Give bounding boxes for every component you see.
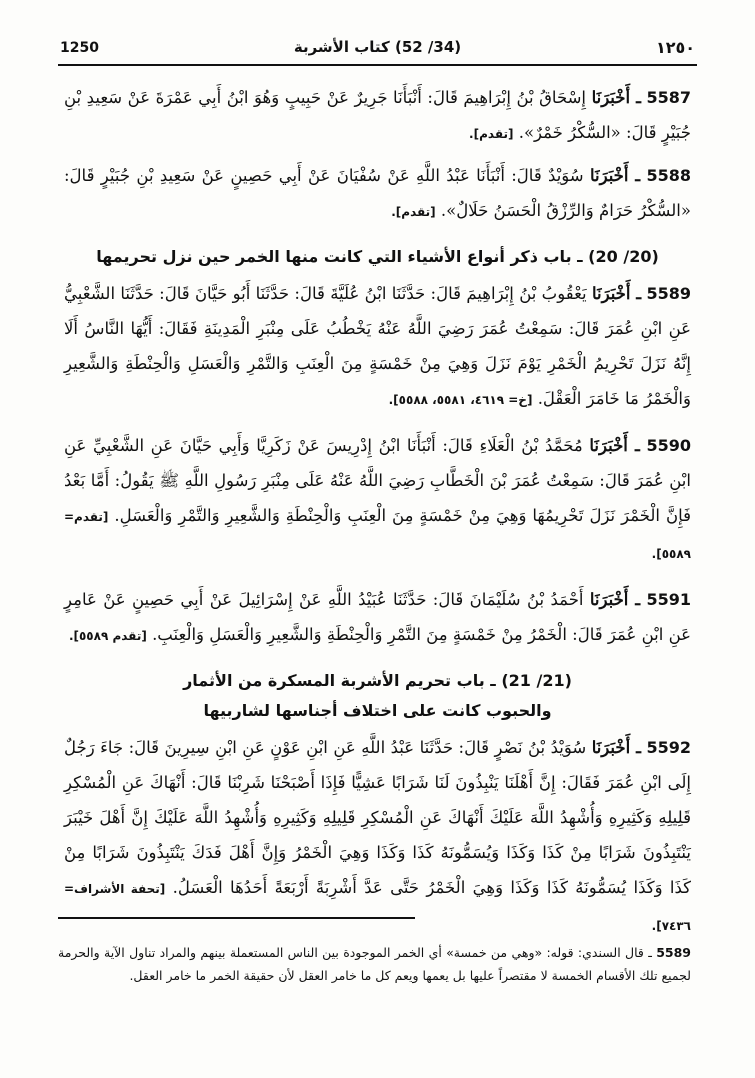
chapter-title: (34/ 52) كتاب الأشربة (293, 38, 462, 56)
hadith-reference: [خ= ٤٦١٩، ٥٥٨١، ٥٥٨٨]. (388, 393, 533, 407)
hadith-lead: ـ أَخْبَرَنَا (589, 436, 640, 455)
chapter-heading-21: (21/ 21) ـ باب تحريم الأشربة المسكرة من الأثمار والحبوب كانت على اختلاف أجناسها لشاربيها (183, 671, 572, 720)
hadith-reference: [تقدم= ٥٥٨٩]. (64, 510, 691, 561)
page-body (64, 78, 691, 944)
hadith-5590 (64, 428, 691, 572)
footnote-number: 5589 (656, 944, 691, 960)
hadith-number: 5588 (646, 166, 691, 185)
hadith-lead: ـ أَخْبَرَنَا (591, 284, 642, 303)
page-number-arabic: ١٢٥٠ (655, 38, 695, 57)
hadith-number: 5589 (646, 284, 692, 303)
hadith-text: سُوَيْدُ بْنُ نَصْرٍ قَالَ: حَدَّثَنَا عَبْدُ اللَّهِ عَنِ ابْنِ عَوْنٍ عَنِ ابْنِ سِيرِينَ قَالَ: جَاءَ رَجُلٌ إِلَى ابْنِ عُمَرَ فَقَالَ: إِنَّ أَهْلَنَا يَنْبِذُونَ لَنَا شَرَابًا عَشِيًّا فَإِذَا أَصْبَحْنَا شَرِبْنَا قَالَ: أَنْهَاكَ عَنِ الْمُسْكِرِ قَلِيلِهِ وَكَثِيرِهِ وَأُشْهِدُ اللَّهَ عَلَيْكَ أَنْهَاكَ عَنِ الْمُسْكِرِ قَلِيلِهِ وَكَثِيرِهِ وَأُشْهِدُ اللَّهَ عَلَيْكَ إِنَّ أَهْلَ خَيْبَرَ يَنْتَبِذُونَ شَرَابًا مِنْ كَذَا وَكَذَا وَيُسَمُّونَهُ كَذَا وَكَذَا وَهِيَ الْخَمْرُ وَإِنَّ أَهْلَ فَدَكَ يَنْتَبِذُونَ شَرَابًا مِنْ كَذَا وَكَذَا يُسَمُّونَهُ كَذَا وَكَذَا وَهِيَ الْخَمْرُ حَتَّى عَدَّ أَشْرِبَةً أَرْبَعَةً أَحَدُهَا الْعَسَلُ. (64, 738, 692, 897)
footnote-divider (58, 917, 415, 919)
hadith-number: 5590 (646, 436, 691, 455)
hadith-text: إِسْحَاقُ بْنُ إِبْرَاهِيمَ قَالَ: أَنْبَأَنَا جَرِيرٌ عَنْ حَبِيبٍ وَهُوَ ابْنُ أَبِي عَمْرَةَ عَنْ سَعِيدِ بْنِ جُبَيْرٍ قَالَ: «السُّكْرُ خَمْرٌ». (64, 88, 691, 142)
hadith-lead: ـ أَخْبَرَنَا (589, 590, 641, 609)
chapter-heading-20: (20/ 20) ـ باب ذكر أنواع الأشياء التي كانت منها الخمر حين نزل تحريمها (96, 247, 659, 266)
hadith-number: 5587 (646, 88, 692, 107)
hadith-reference: [تقدم]. (391, 205, 436, 219)
hadith-number: 5592 (646, 738, 692, 757)
hadith-5591 (64, 582, 691, 654)
footnote (58, 941, 691, 987)
footnote-text: ـ قال السندي: قوله: «وهي من خمسة» أي الخمر الموجودة بين الناس المستعملة بينهم والمراد تناول الآية والحرمة لجميع تلك الأقسام الخمسة لا مقتصراً عليها بل يعمها ويعم كل ما خامر العقل لأن حقيقة الخمر ما خامر العقل. (58, 944, 691, 983)
hadith-5587 (64, 80, 691, 152)
hadith-lead: ـ أَخْبَرَنَا (589, 166, 641, 185)
hadith-reference: [تحفة الأشراف= ٧٤٣٦]. (64, 882, 691, 933)
hadith-lead: ـ أَخْبَرَنَا (591, 738, 641, 757)
hadith-5592 (64, 730, 691, 944)
hadith-number: 5591 (646, 590, 692, 609)
hadith-text: يَعْقُوبُ بْنُ إِبْرَاهِيمَ قَالَ: حَدَّثَنَا ابْنُ عُلَيَّةَ قَالَ: حَدَّثَنَا أَبُو حَيَّانَ قَالَ: حَدَّثَنَا الشَّعْبِيُّ عَنِ ابْنِ عُمَرَ قَالَ: سَمِعْتُ عُمَرَ رَضِيَ اللَّهُ عَنْهُ يَخْطُبُ عَلَى مِنْبَرِ الْمَدِينَةِ فَقَالَ: أَيُّهَا النَّاسُ أَلَا إِنَّهُ نَزَلَ تَحْرِيمُ الْخَمْرِ يَوْمَ نَزَلَ وَهِيَ مِنْ خَمْسَةٍ مِنَ الْعِنَبِ وَالتَّمْرِ وَالْعَسَلِ وَالْحِنْطَةِ وَالشَّعِيرِ وَالْخَمْرُ مَا خَامَرَ الْعَقْلَ. (64, 284, 691, 408)
hadith-text: أَحْمَدُ بْنُ سُلَيْمَانَ قَالَ: حَدَّثَنَا عُبَيْدُ اللَّهِ عَنْ إِسْرَائِيلَ عَنْ أَبِي حَصِينٍ عَنْ عَامِرٍ عَنِ ابْنِ عُمَرَ قَالَ: الْخَمْرُ مِنْ خَمْسَةٍ مِنَ التَّمْرِ وَالْحِنْطَةِ وَالشَّعِيرِ وَالْعَسَلِ وَالْعِنَبِ. (64, 590, 691, 644)
hadith-reference: [تقدم ٥٥٨٩]. (68, 629, 147, 643)
page-header (58, 34, 697, 66)
hadith-reference: [تقدم]. (469, 127, 514, 141)
hadith-text: مُحَمَّدُ بْنُ الْعَلَاءِ قَالَ: أَنْبَأَنَا ابْنُ إِدْرِيسَ عَنْ زَكَرِيَّا وَأَبِي حَيَّانَ عَنِ الشَّعْبِيِّ عَنِ ابْنِ عُمَرَ قَالَ: سَمِعْتُ عُمَرَ بْنَ الْخَطَّابِ رَضِيَ اللَّهُ عَنْهُ عَلَى مِنْبَرِ رَسُولِ اللَّهِ ﷺ يَقُولُ: أَمَّا بَعْدُ فَإِنَّ الْخَمْرَ نَزَلَ تَحْرِيمُهَا وَهِيَ مِنْ خَمْسَةٍ مِنَ الْعِنَبِ وَالْحِنْطَةِ وَالشَّعِيرِ وَالتَّمْرِ وَالْعَسَلِ. (64, 436, 691, 525)
hadith-lead: ـ أَخْبَرَنَا (591, 88, 641, 107)
hadith-text: سُوَيْدٌ قَالَ: أَنْبَأَنَا عَبْدُ اللَّهِ عَنْ سُفْيَانَ عَنْ أَبِي حَصِينٍ عَنْ سَعِيدِ بْنِ جُبَيْرٍ قَالَ: «السُّكْرُ حَرَامٌ وَالرِّزْقُ الْحَسَنُ حَلَالٌ». (64, 166, 691, 220)
hadith-5589 (64, 276, 691, 418)
hadith-5588 (64, 158, 691, 230)
page-number-latin: 1250 (60, 40, 99, 56)
